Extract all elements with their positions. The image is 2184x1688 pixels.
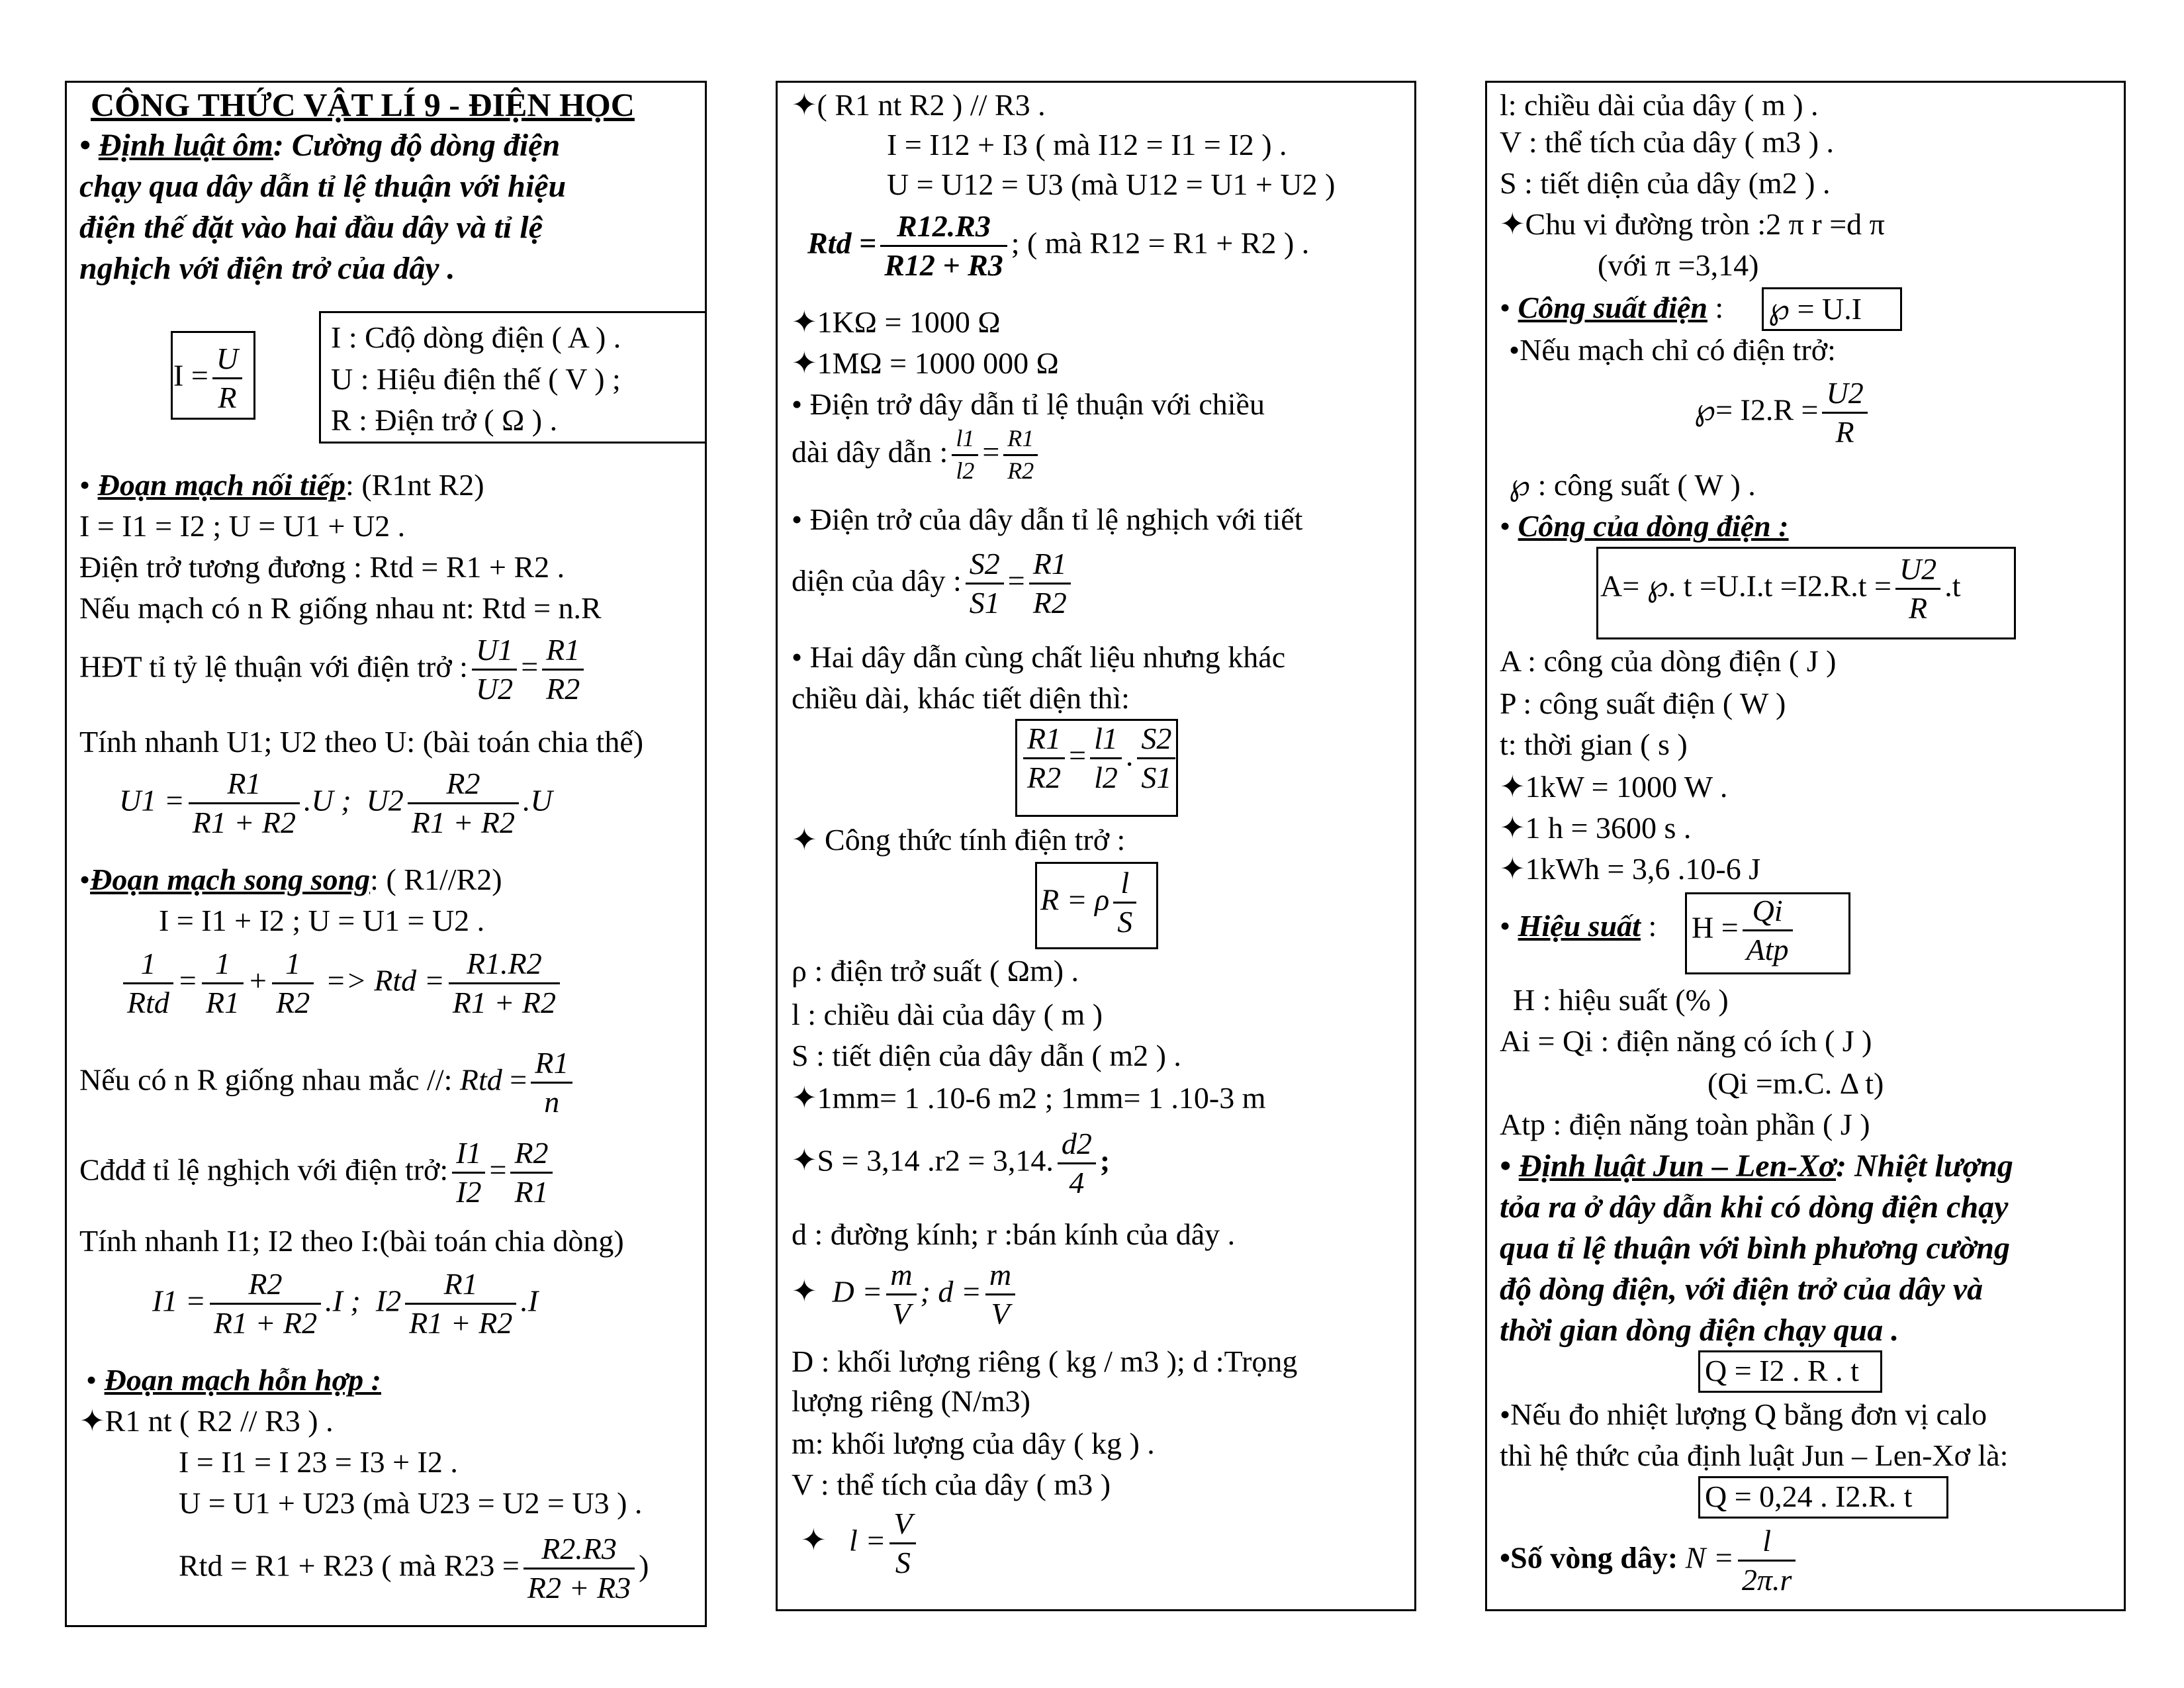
- efficiency-heading: • Hiệu suất :: [1500, 909, 1657, 943]
- density-legend-3: m: khối lượng của dây ( kg ) .: [792, 1427, 1155, 1460]
- series-fast-text: Tính nhanh U1; U2 theo U: (bài toán chia thế): [79, 725, 644, 759]
- resist-legend-l: l : chiều dài của dây ( m ): [792, 998, 1103, 1031]
- parallel-n: Nếu có n R giống nhau mắc //: Rtd = $\frac{R1}{n}$: [79, 1047, 576, 1119]
- series-heading: • Đoạn mạch nối tiếp: (R1nt R2): [79, 468, 484, 502]
- parallel-line: I = I1 + I2 ; U = U1 = U2 .: [159, 904, 485, 937]
- mixed-line-3: U = U1 + U23 (mà U23 = U2 = U3 ) .: [179, 1486, 643, 1520]
- power-formula: ℘ = U.I: [1768, 292, 1862, 326]
- work-legend-a: A : công của dòng điện ( J ): [1500, 644, 1837, 678]
- parallel-heading: •Đoạn mạch song song: ( R1//R2): [79, 863, 502, 896]
- joule-paragraph: • Định luật Jun – Len-Xơ: Nhiệt lượng: [1500, 1149, 2013, 1184]
- resist-heading: ✦ Công thức tính điện trở :: [792, 825, 1125, 855]
- resist-formula: R = ρ $\frac{l}{S}$: [1040, 867, 1140, 939]
- resist-legend-rho: ρ : điện trở suất ( Ωm) .: [792, 954, 1079, 988]
- length-text-1: • Điện trở dây dẫn tỉ lệ thuận với chiều: [792, 387, 1265, 421]
- ohm-legend-i: I : Cđộ dòng điện ( A ) .: [331, 320, 621, 354]
- unit-kw: ✦ 1kW = 1000 W .: [1500, 772, 1727, 802]
- area-formula: diện của dây : $\frac{S2}{S1}$ = $\frac{R1}{R2}$: [792, 548, 1075, 620]
- joule-text-5: thời gian dòng điện chạy qua .: [1500, 1313, 1899, 1348]
- unit-kwh: ✦ 1kWh = 3,6 .10-6 J: [1500, 854, 1760, 884]
- series-line-3: Nếu mạch có n R giống nhau nt: Rtd = n.R: [79, 591, 602, 625]
- power-legend: ℘ : công suất ( W ) .: [1509, 468, 1756, 502]
- calo-text-1: •Nếu đo nhiệt lượng Q bằng đơn vị calo: [1500, 1397, 1987, 1431]
- turns-formula: •Số vòng dây: N = $\frac{l}{2\pi.r}$: [1500, 1525, 1799, 1597]
- unit-hour: ✦ 1 h = 3600 s .: [1500, 813, 1691, 843]
- c3-line-l: l: chiều dài của dây ( m ) .: [1500, 88, 1819, 122]
- series-line-2: Điện trở tương đương : Rtd = R1 + R2 .: [79, 550, 565, 584]
- series-ratio: HĐT tỉ tỷ lệ thuận với điện trở : $\frac{U1}{U2}$ = $\frac{R1}{R2}$: [79, 634, 588, 706]
- length-formula: dài dây dẫn : $\frac{l1}{l2}$ = $\frac{R1}{R2}$: [792, 426, 1042, 484]
- ohm-law-text-2: chạy qua dây dẫn tỉ lệ thuận với hiệu: [79, 169, 567, 204]
- both-text-1: • Hai dây dẫn cùng chất liệu nhưng khác: [792, 640, 1286, 674]
- power-heading: • Công suất điện :: [1500, 291, 1724, 324]
- area-text-1: • Điện trở của dây dẫn tỉ lệ nghịch với tiết: [792, 502, 1303, 536]
- joule-text-2: tỏa ra ở dây dẫn khi có dòng điện chạy: [1500, 1190, 2009, 1225]
- mixed2-line-1: ✦ ( R1 nt R2 ) // R3 .: [792, 90, 1046, 120]
- density-legend-2: lượng riêng (N/m3): [792, 1384, 1030, 1418]
- ohm-law-text-4: nghịch với điện trở của dây .: [79, 251, 455, 286]
- pi-value: (với π =3,14): [1598, 248, 1759, 282]
- eff-legend-atp: Atp : điện năng toàn phần ( J ): [1500, 1107, 1870, 1141]
- ohm-law-paragraph: • Định luật ôm: Cường độ dòng điện: [79, 128, 561, 163]
- calo-formula: Q = 0,24 . I2.R. t: [1705, 1479, 1913, 1513]
- mixed-heading: • Đoạn mạch hỗn hợp :: [86, 1363, 381, 1397]
- circumference: ✦ Chu vi đường tròn :2 π r =d π: [1500, 209, 1885, 240]
- power-res-formula: ℘= I2.R = $\frac{U2}{R}$: [1694, 377, 1872, 449]
- c3-line-s: S : tiết diện của dây (m2 ) .: [1500, 166, 1831, 200]
- ohm-legend-u: U : Hiệu điện thế ( V ) ;: [331, 362, 621, 396]
- density-legend-1: D : khối lượng riêng ( kg / m3 ); d :Trọng: [792, 1344, 1298, 1378]
- joule-text-3: qua tỉ lệ thuận với bình phương cường: [1500, 1231, 2010, 1266]
- eff-legend-qi: (Qi =m.C. Δ t): [1707, 1066, 1884, 1100]
- unit-kohm: ✦ 1KΩ = 1000 Ω: [792, 307, 1001, 338]
- parallel-fast-formula: I1 = $\frac{R2}{R1 + R2}$ .I ; I2 $\frac{R1}{R1 + R2}$ .I: [152, 1267, 539, 1340]
- ohm-formula: I = $\frac{U}{R}$: [173, 343, 246, 414]
- length-calc: ✦ l = $\frac{V}{S}$: [801, 1508, 920, 1579]
- joule-text-4: độ dòng điện, với điện trở của dây và: [1500, 1272, 1983, 1307]
- efficiency-formula: H = Qi Atp: [1692, 895, 1797, 966]
- c3-line-v: V : thể tích của dây ( m3 ) .: [1500, 125, 1835, 159]
- resist-legend-s: S : tiết diện của dây dẫn ( m2 ) .: [792, 1039, 1181, 1072]
- both-formula: $\frac{R1}{R2}$ = $\frac{l1}{l2}$ . $\frac{S2}{S1}$: [1019, 723, 1179, 794]
- mixed2-line-2: I = I12 + I3 ( mà I12 = I1 = I2 ) .: [887, 128, 1287, 162]
- series-fast-formula: U1 = $\frac{R1}{R1 + R2}$ .U ; U2 $\frac{R2}{R1 + R2}$ .U: [119, 767, 553, 840]
- eff-legend-h: H : hiệu suất (% ): [1513, 983, 1729, 1017]
- ohm-legend-r: R : Điện trở ( Ω ) .: [331, 403, 558, 437]
- work-heading: • Công của dòng điện :: [1500, 509, 1789, 543]
- parallel-ratio: Cđdđ tỉ lệ nghịch với điện trở: $\frac{I1}{I2}$ = $\frac{R2}{R1}$: [79, 1137, 557, 1209]
- work-legend-t: t: thời gian ( s ): [1500, 727, 1688, 761]
- parallel-formula: 1 Rtd = $\frac{1}{R1}$ + $\frac{1}{R2}$ => Rtd = $\frac{R1.R2}{R1 + R2}$: [119, 948, 564, 1019]
- page-title: CÔNG THỨC VẬT LÍ 9 - ĐIỆN HỌC: [91, 86, 635, 123]
- series-line-1: I = I1 = I2 ; U = U1 + U2 .: [79, 509, 406, 543]
- joule-formula: Q = I2 . R . t: [1705, 1354, 1859, 1387]
- work-legend-p: P : công suất điện ( W ): [1500, 686, 1786, 720]
- ohm-law-text-3: điện thế đặt vào hai đầu dây và tỉ lệ: [79, 210, 543, 245]
- mixed-rtd: Rtd = R1 + R23 ( mà R23 = $\frac{R2.R3}{R2 + R3}$ ): [179, 1532, 649, 1605]
- diameter-text: d : đường kính; r :bán kính của dây .: [792, 1217, 1236, 1251]
- parallel-fast-text: Tính nhanh I1; I2 theo I:(bài toán chia dòng): [79, 1224, 624, 1258]
- density-legend-4: V : thể tích của dây ( m3 ): [792, 1468, 1111, 1501]
- work-formula: A= ℘. t =U.I.t =I2.R.t = $\frac{U2}{R}$ .t: [1600, 552, 1961, 626]
- mixed-line-2: I = I1 = I 23 = I3 + I2 .: [179, 1445, 458, 1479]
- mixed2-line-3: U = U12 = U3 (mà U12 = U1 + U2 ): [887, 167, 1336, 201]
- eff-legend-ai: Ai = Qi : điện năng có ích ( J ): [1500, 1024, 1872, 1058]
- area-calc: ✦ S = 3,14 .r2 = 3,14. $\frac{d2}{4}$ ;: [792, 1128, 1110, 1199]
- power-res-text: •Nếu mạch chỉ có điện trở:: [1509, 333, 1836, 367]
- both-text-2: chiều dài, khác tiết diện thì:: [792, 681, 1130, 715]
- unit-mohm: ✦ 1MΩ = 1000 000 Ω: [792, 348, 1059, 379]
- mixed-line-1: ✦ R1 nt ( R2 // R3 ) .: [79, 1406, 334, 1436]
- mixed2-rtd: Rtd = $\frac{R12.R3}{R12 + R3}$ ; ( mà R12 = R1 + R2 ) .: [807, 209, 1310, 283]
- calo-text-2: thì hệ thức của định luật Jun – Len-Xơ là:: [1500, 1438, 2009, 1472]
- mm-conversion: ✦ 1mm= 1 .10-6 m2 ; 1mm= 1 .10-3 m: [792, 1083, 1266, 1113]
- density-formula: ✦ D = $\frac{m}{V}$ ; d = $\frac{m}{V}$: [792, 1259, 1019, 1331]
